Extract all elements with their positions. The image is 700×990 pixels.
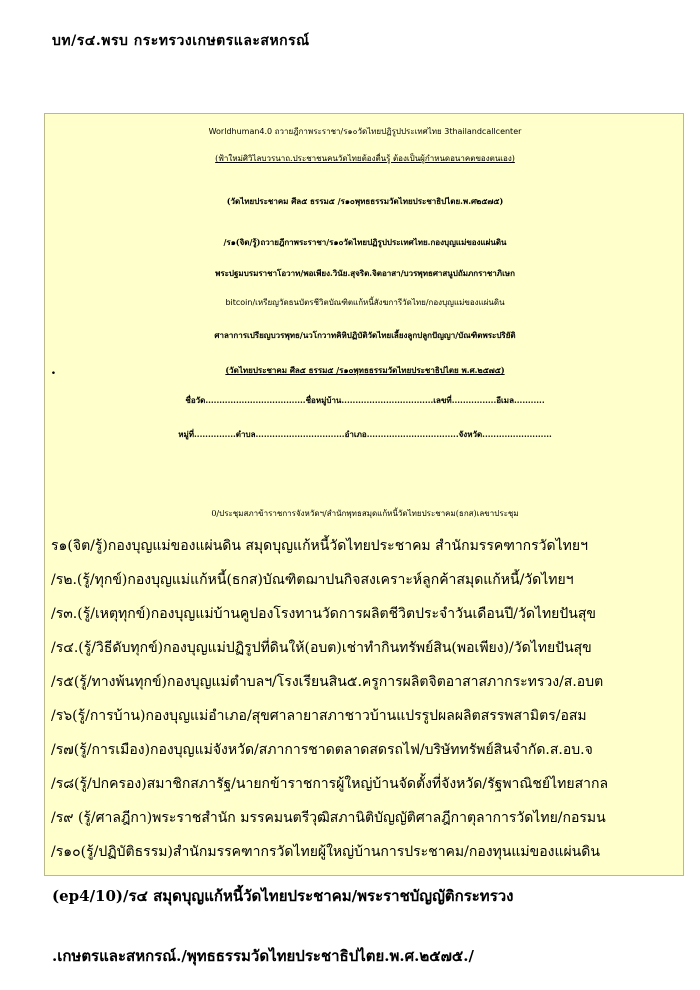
list-item: /ร๖(รู้/การบ้าน)กองบุญแม่อำเภอ/สุขศาลายาสภาชาวบ้านแปรรูปผลผลิตสรรพสามิตร/อสม: [51, 708, 587, 724]
list-item: /ร๔.(รู้/วิธีดับทุกข์)กองบุญแม่ปฏิรูปที่ดินให้(อบต)เช่าทำกินทรัพย์สิน(พอเพียง)/วัดไทยปันสุข: [51, 640, 592, 656]
page-title: บท/ร๔.พรบ กระทรวงเกษตรและสหกรณ์: [52, 33, 310, 49]
list-item: 0/ประชุมสภาข้าราชการจังหวัดฯ/สำนักพุทธสมุดแก้หนี้วัดไทยประชาคม(ธกส)เลขาประชุม: [211, 509, 519, 518]
list-item: /ร๗(รู้/การเมือง)กองบุญแม่จังหวัด/สภาการชาดตลาดสดรถไฟ/บริษัททรัพย์สินจำกัด.ส.อบ.จ: [51, 742, 593, 758]
dot-marker: .: [51, 362, 56, 378]
header-subtitle: (ฟ้าใหม่ศิวิไลบวรนาถ.ประชาชนคนวัดไทยต้องตื่นรู้ ต้องเป็นผู้กำหนดอนาคตของตนเอง): [215, 154, 515, 163]
motto-line: (วัดไทยประชาคม ศีล๕ ธรรม๕ /ร๑๐พุทธธรรมวัดไทยประชาธิปไตย พ.ศ.๒๕๗๕): [225, 365, 505, 375]
list-item: /ร๒.(รู้/ทุกข์)กองบุญแม่แก้หนี้(ธกส)บัณฑิตฌาปนกิจสงเคราะห์ลูกค้าสมุดแก้หนี้/วัดไทยฯ: [51, 572, 574, 588]
content-box: [44, 113, 684, 876]
header-motto: (วัดไทยประชาคม ศีล๕ ธรรม๕ /ร๑๐พุทธธรรมวัดไทยประชาธิปไตย.พ.ศ๒๕๗๕): [226, 196, 504, 206]
form-line: หมู่ที่...............ตำบล................................อำเภอ.................................จังหวัด.........................: [178, 429, 552, 439]
list-item: /ร๘(รู้/ปกครอง)สมาชิกสภารัฐ/นายกข้าราชการผู้ใหญ่บ้านจัดตั้งที่จังหวัด/รัฐพาณิชย์ไทยสากล: [51, 776, 609, 792]
list-item: /ร๕(รู้/ทางพ้นทุกข์)กองบุญแม่ตำบลฯ/โรงเรียนสิน๕.ครูการผลิตจิตอาสาสภากระทรวง/ส.อบต: [51, 674, 604, 690]
footer-line: (ep4/10)/ร๔ สมุดบุญแก้หนี้วัดไทยประชาคม/พระราชบัญญัติกระทรวง: [52, 887, 514, 905]
list-item: /ร๓.(รู้/เหตุทุกข์)กองบุญแม่บ้านคูปองโรงทานวัดการผลิตชีวิตประจำวันเดือนปี/วัดไทยปันสุข: [51, 606, 596, 622]
list-item: /ร๑๐(รู้/ปฏิบัติธรรม)สำนักมรรคฑากรวัดไทยผู้ใหญ่บ้านการประชาคม/กองทุนแม่ของแผ่นดิน: [51, 844, 600, 860]
header-line: Worldhuman4.0 ถวายฎีกาพระราชา/ร๑๐วัดไทยปฏิรูปประเทศไทย 3thailandcallcenter: [208, 127, 522, 136]
footer-line: .เกษตรและสหกรณ์./พุทธธรรมวัดไทยประชาธิปไตย.พ.ศ.๒๕๗๕./: [52, 947, 474, 965]
list-item: ร๑(จิต/รู้)กองบุญแม่ของแผ่นดิน สมุดบุญแก้หนี้วัดไทยประชาคม สำนักมรรคฑากรวัดไทยฯ: [51, 538, 588, 554]
list-item: /ร๙ (รู้/ศาลฎีกา)พระราชสำนัก มรรคมนตรีวุฒิสภานิติบัญญัติศาลฎีกาตุลาการวัดไทย/กอรมน: [51, 810, 606, 826]
intro-line: พระปฐมบรมราชาโอวาท/พอเพียง.วินัย.สุจริต.จิตอาสา/บวรพุทธศาสนูปถัมภกราชาภิเษก: [215, 268, 515, 278]
form-line: ชื่อวัด....................................ชื่อหมู่บ้าน.................................เลขที่................อีเมล...........: [185, 395, 545, 405]
intro-line: /ร๑(จิต/รู้)ถวายฎีกาพระราชา/ร๑๐วัดไทยปฏิรูปประเทศไทย.กองบุญแม่ของแผ่นดิน: [223, 237, 507, 247]
intro-line: ศาลาการเปรียญบวรพุทธ/นวโกวาทคิหิปฏิบัติวัดไทยเลี้ยงลูกปลูกปัญญา/บัณฑิตพระปริยัติ: [214, 330, 516, 340]
intro-line: bitcoin/เหรียญวัดธนบัตรชีวิตบัณฑิตแก้หนี้สังฆการีวัดไทย/กองบุญแม่ของแผ่นดิน: [225, 298, 505, 307]
